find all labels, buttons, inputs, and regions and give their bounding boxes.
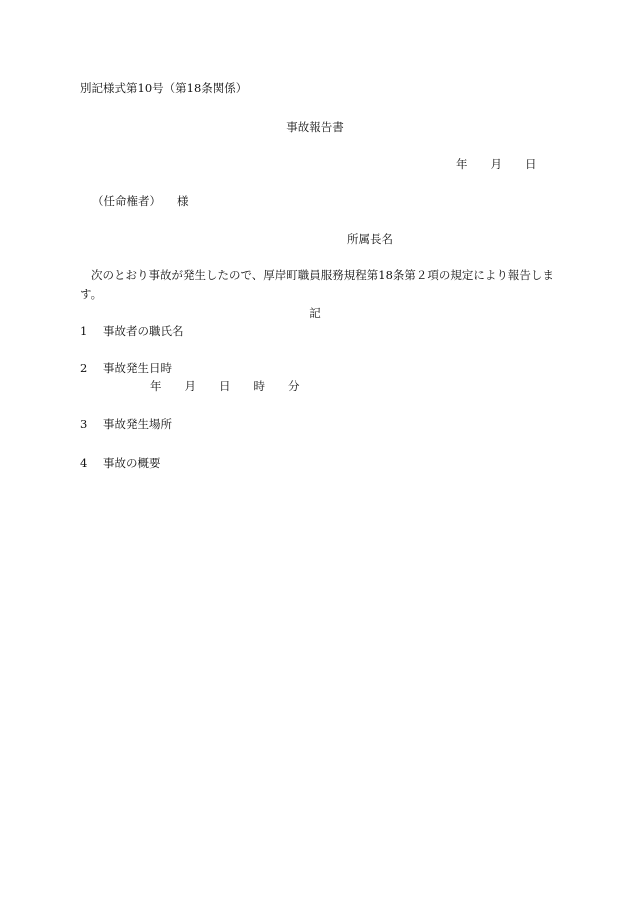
item-label: 事故の概要: [103, 456, 161, 470]
item-number: 3: [80, 417, 88, 431]
item-label: 事故発生日時: [103, 361, 172, 375]
datetime-hour-label: 時: [253, 379, 265, 393]
form-number: 別記様式第10号（第18条関係）: [80, 81, 248, 95]
item-label: 事故者の職氏名: [103, 324, 184, 338]
item-number: 4: [80, 456, 88, 470]
date-month-label: 月: [490, 157, 502, 171]
addressee-honorific: 様: [177, 194, 189, 208]
datetime-day-label: 日: [219, 379, 231, 393]
item-accident-person: [80, 323, 184, 339]
addressee-line: [92, 193, 189, 209]
addressee-name: （任命権者）: [92, 194, 161, 208]
item-accident-summary: [80, 455, 161, 471]
date-day-label: 日: [525, 157, 537, 171]
sender-name: 所属長名: [347, 232, 393, 246]
datetime-year-label: 年: [150, 379, 162, 393]
report-body-text: 次のとおり事故が発生したので、厚岸町職員服務規程第18条第２項の規定により報告します。: [80, 268, 554, 301]
item-label: 事故発生場所: [103, 417, 172, 431]
item-number: 1: [80, 324, 88, 338]
accident-datetime-fields: [150, 378, 300, 394]
item-accident-datetime: [80, 360, 172, 376]
item-accident-location: [80, 416, 172, 432]
document-title: 事故報告書: [286, 120, 344, 134]
item-number: 2: [80, 361, 88, 375]
report-date-line: [456, 156, 537, 172]
datetime-minute-label: 分: [288, 379, 300, 393]
date-year-label: 年: [456, 157, 468, 171]
datetime-month-label: 月: [184, 379, 196, 393]
ki-heading: 記: [309, 306, 321, 320]
